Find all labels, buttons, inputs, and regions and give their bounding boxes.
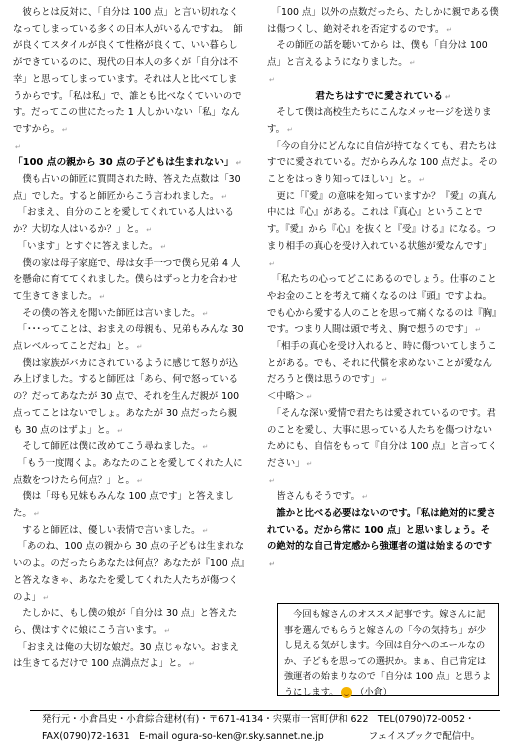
paragraph-text: その僕の答えを聞いた師匠は言いました。 xyxy=(13,307,201,319)
right-column xyxy=(267,5,499,573)
paragraph xyxy=(267,489,499,506)
paragraph-text: 「100 点」以外の点数だったら、たしかに親である僕は傷つくし、絶対それを否定するのです。 xyxy=(267,7,499,35)
paragraph-mark-icon: ↵ xyxy=(221,192,228,201)
paragraph-mark-icon: ↵ xyxy=(33,510,40,519)
paragraph-mark-icon: ↵ xyxy=(287,125,293,134)
paragraph-text: すると師匠は、優しい表情で言いました。 xyxy=(13,524,201,536)
paragraph xyxy=(267,406,499,473)
section-heading xyxy=(267,89,499,106)
paragraph-text: 「そんな深い愛情で君たちは愛されているのです。君のことを愛し、大事に思っている人たちを傷つけないためにも、自信をもって『自分は 100 点』と言ってください」 xyxy=(267,407,498,469)
paragraph-text: 「あのね、100 点の親から 30 点の子どもは生まれないのよ。のだったらあなたは何点？あなたが『100 点』と答えなきゃ、あなたを愛してくれた人たちが傷つくのよ」 xyxy=(13,541,245,603)
paragraph xyxy=(267,105,499,138)
paragraph-text: 僕も占いの師匠に質問された時、答えた点数は「30 点」でした。すると師匠からこう言われました。 xyxy=(13,174,244,202)
paragraph xyxy=(13,256,245,306)
left-column xyxy=(13,5,245,673)
paragraph-mark-icon: ↵ xyxy=(188,660,195,669)
paragraph-mark-icon: ↵ xyxy=(269,560,275,569)
editor-note-sign: （小倉） xyxy=(355,686,392,698)
paragraph xyxy=(267,139,499,189)
paragraph-text: 「おまえ、自分のことを愛してくれている人はいるか？大切な人はいるか？」と。 xyxy=(13,207,234,236)
publisher-footer xyxy=(30,710,500,748)
paragraph-mark-icon: ↵ xyxy=(160,242,167,251)
paragraph xyxy=(13,523,245,540)
paragraph-text: そして僕は高校生たちにこんなメッセージを送ります。 xyxy=(267,107,492,135)
paragraph-text: 「･･･ってことは、おまえの母親も、兄弟もみんな 30 点レベルってことだね」と。 xyxy=(13,324,247,353)
footer-facebook-note: フェイスブックで配信中。 xyxy=(368,731,480,742)
paragraph-mark-icon: ↵ xyxy=(306,393,313,402)
paragraph-text: 彼らとは反対に、「自分は 100 点」と言い切れなくなってしまっている多くの日本人がいるんですね。 師が良くてスタイルが良くて性格が良くて、いい暮らしができているのに、現代の日本人の多くが「自分は不幸」と思ってしまっています。それは人と比べてしまうからです。「私は私」で、誰とも比べなくていいのです。だってこの世にたった 1 人しかいない「私」なんですから。 xyxy=(13,7,243,135)
paragraph-text: 僕は「母も兄妹もみんな 100 点です」と答えました。 xyxy=(13,491,234,520)
paragraph-mark-icon: ↵ xyxy=(15,142,21,151)
paragraph xyxy=(13,5,245,139)
paragraph-mark-icon: ↵ xyxy=(202,309,209,318)
paragraph-mark-icon: ↵ xyxy=(146,226,153,235)
paragraph-text: 君たちはすでに愛されている xyxy=(315,90,443,102)
paragraph-mark-icon: ↵ xyxy=(269,75,275,84)
paragraph-text: 皆さんもそうです。 xyxy=(267,491,360,503)
editor-note-box xyxy=(277,603,499,696)
paragraph-mark-icon: ↵ xyxy=(475,326,481,335)
paragraph xyxy=(13,640,245,673)
paragraph-mark-icon: ↵ xyxy=(136,476,143,485)
paragraph xyxy=(13,439,245,456)
paragraph-text: 「相手の真心を受け入れると、時に傷ついてしまうことがある。でも、それに代償を求めないことが愛なんだろうと僕は思うのです」 xyxy=(267,341,497,386)
paragraph-text: 僕の家は母子家庭で、母は女手一つで僕ら兄弟 4 人を懸命に育ててくれました。僕らはずっと力を合わせて生きてきました。 xyxy=(13,257,241,302)
paragraph xyxy=(267,389,499,406)
paragraph-mark-icon: ↵ xyxy=(235,159,242,168)
paragraph xyxy=(13,205,245,238)
paragraph xyxy=(267,272,499,339)
paragraph-text: 僕は家族がバカにされているように感じて怒りが込み上げました。すると師匠は「あら、何で怒っているの？だってあなたが 30 点で、それを生んだ親が 100 点ってことはないでしょ。あなたが 30 点だったら親も 30 点のはずよ」と。 xyxy=(13,357,243,436)
paragraph xyxy=(267,506,499,573)
paragraph-text: 「私たちの心ってどこにあるのでしょう。仕事のことやお金のことを考えて痛くなるのは『頭』ですよね。でも心から愛する人のことを思って痛くなるのは『胸』です。つまり人間は頭で考え、胸で想うのです」 xyxy=(267,274,497,336)
paragraph xyxy=(267,339,499,389)
paragraph xyxy=(13,306,245,323)
paragraph-mark-icon: ↵ xyxy=(117,426,124,435)
paragraph-mark-icon: ↵ xyxy=(381,376,388,385)
paragraph-text: 「100 点の親から 30 点の子どもは生まれない」 xyxy=(13,157,234,169)
paragraph-text: そして師匠は僕に改めてこう尋ねました。 xyxy=(13,441,201,453)
paragraph xyxy=(13,539,245,606)
paragraph-text: ＜中略＞ xyxy=(267,391,305,403)
paragraph-mark-icon: ↵ xyxy=(164,627,171,635)
paragraph-text: 誰かと比べる必要はないのです。「私は絶対的に愛されている。だから常に 100 点」と思いましょう。その絶対的な自己肯定感から強運者の道は始まるのです xyxy=(267,508,496,553)
paragraph-mark-icon: ↵ xyxy=(269,476,275,485)
paragraph xyxy=(267,5,499,38)
footer-line-2 xyxy=(42,728,500,745)
paragraph xyxy=(267,38,499,71)
paragraph-mark-icon: ↵ xyxy=(306,459,313,468)
paragraph xyxy=(13,239,245,256)
paragraph-mark-icon: ↵ xyxy=(446,25,453,34)
paragraph-mark-icon: ↵ xyxy=(202,526,209,535)
paragraph xyxy=(13,322,245,355)
paragraph-mark-icon: ↵ xyxy=(444,92,451,101)
paragraph-text: 更に「『愛』の意味を知っていますか？『愛』の真ん中には『心』がある。これは『真心』ということです。『愛』から『心』を抜くと『受』ける』になる。つまり相手の真心を受け入れている状態が愛なんです」 xyxy=(267,190,497,252)
paragraph-mark-icon: ↵ xyxy=(269,259,275,268)
paragraph-text: その師匠の話を聴いてから は、僕も「自分は 100 点」と言えるようになりました。 xyxy=(267,40,491,69)
section-heading xyxy=(13,155,245,172)
footer-contact: FAX(0790)72-1631 E-mail ogura-so-ken@r.sky.sannet.ne.jp xyxy=(42,731,324,742)
blank-line xyxy=(267,473,499,490)
paragraph xyxy=(13,456,245,489)
paragraph-mark-icon: ↵ xyxy=(362,493,368,502)
paragraph-text: 「もう一度聞くよ。あなたのことを愛してくれた人に点数をつけたら何点？」と。 xyxy=(13,457,243,486)
paragraph xyxy=(13,489,245,522)
editor-note-text: 今回も嫁さんのオススメ記事です。嫁さんに記事を選んでもらうと嫁さんの「今の気持ち」が少し見える気がします。今回は自分へのエールなのか、子どもを思っての選択か。まぁ、自己肯定は強運者の始まりなので「自分は 100 点」と思うようにします。 xyxy=(284,609,492,698)
paragraph-mark-icon: ↵ xyxy=(202,443,209,452)
paragraph-mark-icon: ↵ xyxy=(409,59,416,68)
footer-line-1: 発行元・小倉昌史・小倉綜合建材(有)・〒671-4134・宍粟市一宮町伊和 622 TEL(0790)72-0052・ xyxy=(42,714,475,725)
paragraph xyxy=(267,189,499,273)
paragraph-text: 「おまえは俺の大切な娘だ。30 点じゃない。おまえは生きてるだけで 100 点満点だよ」と。 xyxy=(13,641,239,670)
smiley-icon xyxy=(341,687,352,698)
paragraph-text: 「今の自分にどんなに自信が持てなくても、君たちはすでに愛されている。だからみんな 100 点だよ。そのことをはっきり知ってほしい」と。 xyxy=(267,140,498,186)
paragraph-mark-icon: ↵ xyxy=(419,176,425,185)
blank-line xyxy=(13,139,245,156)
paragraph-mark-icon: ↵ xyxy=(136,343,143,352)
blank-line xyxy=(267,72,499,89)
paragraph xyxy=(13,606,245,639)
paragraph-text: 「います」とすぐに答えました。 xyxy=(13,240,159,252)
paragraph-text: たしかに、もし僕の娘が「自分は 30 点」と答えたら、僕はすぐに娘にこう言います。 xyxy=(13,608,238,636)
paragraph-mark-icon: ↵ xyxy=(43,593,50,602)
paragraph xyxy=(13,356,245,440)
paragraph-mark-icon: ↵ xyxy=(61,125,68,134)
paragraph xyxy=(13,172,245,205)
paragraph-mark-icon: ↵ xyxy=(99,292,106,301)
